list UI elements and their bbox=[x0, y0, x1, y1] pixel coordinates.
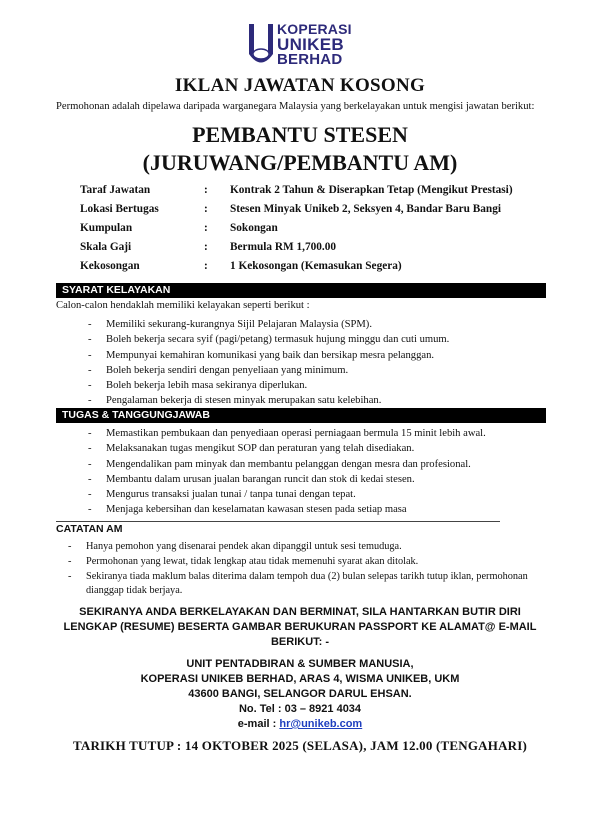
apply-line-2: LENGKAP (RESUME) BESERTA GAMBAR BERUKURAN PASSPORT KE ALAMAT@ E-MAIL bbox=[63, 621, 537, 633]
detail-row bbox=[80, 184, 560, 203]
detail-label: Kumpulan bbox=[80, 222, 133, 234]
list-item: - Memastikan pembukaan dan penyediaan operasi perniagaan bermula 15 minit lebih awal. bbox=[88, 428, 486, 439]
duties-heading: TUGAS & TANGGUNGJAWAB bbox=[56, 408, 546, 423]
page-title: IKLAN JAWATAN KOSONG bbox=[174, 75, 426, 96]
detail-value: Bermula RM 1,700.00 bbox=[230, 241, 337, 253]
logo-line-3: BERHAD bbox=[277, 51, 343, 68]
email-row bbox=[40, 717, 560, 732]
requirements-lead: Calon-calon hendaklah memiliki kelayakan seperti berikut : bbox=[56, 300, 310, 311]
notes-heading: CATATAN AM bbox=[56, 523, 123, 535]
intro-text: Permohonan adalah dipelawa daripada warganegara Malaysia yang berkelayakan untuk mengisi jawatan berikut: bbox=[56, 101, 535, 112]
address-line-3: 43600 BANGI, SELANGOR DARUL EHSAN. bbox=[188, 688, 412, 700]
detail-row bbox=[80, 241, 560, 260]
detail-colon: : bbox=[204, 203, 208, 215]
apply-line-1: SEKIRANYA ANDA BERKELAYAKAN DAN BERMINAT, SILA HANTARKAN BUTIR DIRI bbox=[79, 606, 521, 618]
contact-address bbox=[40, 657, 560, 732]
koperasi-unikeb-logo bbox=[248, 22, 388, 72]
list-item: - Mengurus transaksi jualan tunai / tanpa tunai dengan tepat. bbox=[88, 489, 356, 501]
list-item: - Membantu dalam urusan jualan barangan runcit dan stok di kedai stesen. bbox=[88, 473, 415, 485]
detail-colon: : bbox=[204, 241, 208, 253]
duties-list bbox=[88, 426, 486, 518]
address-line-2: KOPERASI UNIKEB BERHAD, ARAS 4, WISMA UNIKEB, UKM bbox=[140, 673, 460, 685]
job-subtitle: (JURUWANG/PEMBANTU AM) bbox=[142, 150, 458, 175]
detail-value: Sokongan bbox=[230, 222, 278, 234]
job-title: PEMBANTU STESEN bbox=[192, 122, 408, 147]
detail-row bbox=[80, 203, 560, 222]
logo-wordmark bbox=[277, 22, 352, 67]
detail-colon: : bbox=[204, 184, 208, 196]
list-item: - Boleh bekerja secara syif (pagi/petang) termasuk hujung minggu dan cuti umum. bbox=[88, 334, 450, 346]
email-label: e-mail : bbox=[237, 718, 280, 730]
list-item: - Permohonan yang lewat, tidak lengkap atau tidak memenuhi syarat akan ditolak. bbox=[68, 556, 419, 567]
detail-row bbox=[80, 260, 560, 279]
list-item: - Memiliki sekurang-kurangnya Sijil Pelajaran Malaysia (SPM). bbox=[88, 319, 372, 330]
detail-row bbox=[80, 222, 560, 241]
application-instructions bbox=[40, 605, 560, 650]
phone-number: No. Tel : 03 – 8921 4034 bbox=[238, 703, 362, 715]
detail-value: 1 Kekosongan (Kemasukan Segera) bbox=[230, 260, 402, 272]
detail-label: Taraf Jawatan bbox=[80, 184, 151, 196]
address-line-1: UNIT PENTADBIRAN & SUMBER MANUSIA, bbox=[186, 658, 414, 670]
list-item: - Melaksanakan tugas mengikut SOP dan peraturan yang telah disediakan. bbox=[88, 443, 415, 455]
email-link[interactable]: hr@unikeb.com bbox=[279, 718, 363, 730]
detail-value: Kontrak 2 Tahun & Diserapkan Tetap (Mengikut Prestasi) bbox=[230, 184, 513, 196]
logo-line-1: KOPERASI bbox=[277, 21, 352, 37]
closing-date: TARIKH TUTUP : 14 OKTOBER 2025 (SELASA), JAM 12.00 (TENGAHARI) bbox=[72, 738, 528, 753]
detail-label: Lokasi Bertugas bbox=[80, 203, 159, 215]
list-item: - Mengendalikan pam minyak dan membantu pelanggan dengan mesra dan profesional. bbox=[88, 458, 471, 470]
apply-line-3: BERIKUT: - bbox=[270, 636, 330, 648]
job-details bbox=[80, 184, 560, 279]
notes-list bbox=[68, 540, 548, 599]
list-item: - Menjaga kebersihan dan keselamatan kawasan stesen pada setiap masa bbox=[88, 504, 407, 516]
detail-colon: : bbox=[204, 222, 208, 234]
requirements-list bbox=[88, 317, 449, 409]
section-divider bbox=[56, 521, 500, 522]
list-item: - Pengalaman bekerja di stesen minyak merupakan satu kelebihan. bbox=[88, 395, 382, 407]
logo-line-2: UNIKEB bbox=[277, 35, 344, 54]
requirements-heading: SYARAT KELAYAKAN bbox=[56, 283, 546, 298]
list-item: - Boleh bekerja sendiri dengan penyeliaan yang minimum. bbox=[88, 364, 349, 376]
detail-label: Kekosongan bbox=[80, 260, 140, 272]
detail-colon: : bbox=[204, 260, 208, 272]
unikeb-emblem-icon bbox=[248, 24, 274, 68]
detail-value: Stesen Minyak Unikeb 2, Seksyen 4, Bandar Baru Bangi bbox=[230, 203, 501, 215]
detail-label: Skala Gaji bbox=[80, 241, 132, 253]
list-item: - Mempunyai kemahiran komunikasi yang baik dan bersikap mesra pelanggan. bbox=[88, 349, 435, 361]
list-item: - Hanya pemohon yang disenarai pendek akan dipanggil untuk sesi temuduga. bbox=[68, 541, 402, 552]
list-item: - Boleh bekerja lebih masa sekiranya diperlukan. bbox=[88, 380, 308, 392]
list-item: - Sekiranya tiada maklum balas diterima dalam tempoh dua (2) bulan selepas tarikh tutup iklan, permohonan dianggap tidak berjaya. bbox=[68, 571, 528, 596]
